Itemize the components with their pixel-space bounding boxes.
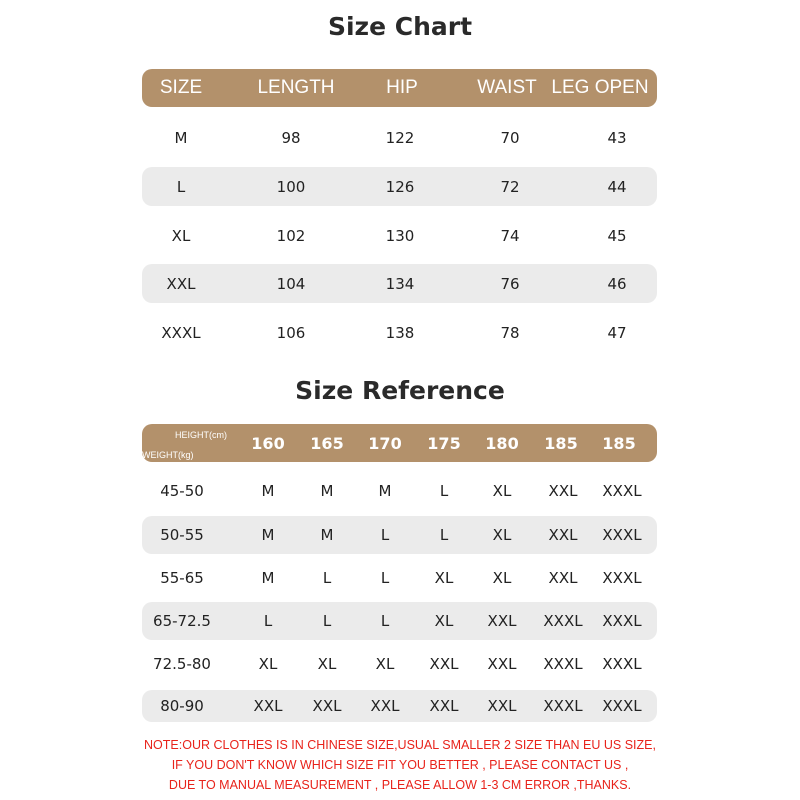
cell-size: M xyxy=(261,569,275,587)
cell-weight: 45-50 xyxy=(160,482,204,500)
cell-size: M xyxy=(320,482,334,500)
cell-size: XXL xyxy=(487,655,517,673)
col-hip: HIP xyxy=(386,77,418,98)
cell-waist: 74 xyxy=(500,226,520,245)
table-row xyxy=(142,559,657,597)
size-reference-title: Size Reference xyxy=(295,376,505,405)
cell-waist: 70 xyxy=(500,128,520,147)
cell-size: M xyxy=(320,526,334,544)
cell-size: L xyxy=(380,526,390,544)
cell-hip: 122 xyxy=(385,128,415,147)
cell-length: 104 xyxy=(276,274,306,293)
cell-hip: 138 xyxy=(385,323,415,342)
weight-label: WEIGHT(kg) xyxy=(142,450,194,460)
cell-size: XXXL xyxy=(602,697,642,715)
cell-size: XXXL xyxy=(161,323,201,342)
cell-size: XL xyxy=(434,612,454,630)
cell-hip: 134 xyxy=(385,274,415,293)
cell-size: XL xyxy=(434,569,454,587)
col-height-165: 165 xyxy=(310,433,344,453)
table-row xyxy=(142,313,657,352)
cell-size: L xyxy=(322,569,332,587)
cell-hip: 126 xyxy=(385,177,415,196)
cell-size: XXL xyxy=(548,569,578,587)
cell-size: XL xyxy=(317,655,337,673)
cell-size: XXXL xyxy=(543,697,583,715)
cell-size: XXXL xyxy=(602,482,642,500)
note-line: DUE TO MANUAL MEASUREMENT , PLEASE ALLOW 1-3 CM ERROR ,THANKS. xyxy=(168,778,632,792)
size-reference-header xyxy=(142,424,657,462)
table-row xyxy=(142,472,657,510)
cell-size: XXL xyxy=(166,274,196,293)
cell-leg-open: 43 xyxy=(607,128,627,147)
cell-size: XXL xyxy=(487,612,517,630)
table-row xyxy=(142,216,657,255)
cell-size: XXL xyxy=(487,697,517,715)
table-row xyxy=(142,118,657,157)
cell-size: XL xyxy=(258,655,278,673)
table-row xyxy=(142,602,657,640)
cell-size: M xyxy=(261,526,275,544)
table-row xyxy=(142,167,657,206)
cell-leg-open: 44 xyxy=(607,177,627,196)
cell-size: XXL xyxy=(548,482,578,500)
cell-length: 100 xyxy=(276,177,306,196)
table-row xyxy=(142,690,657,722)
cell-weight: 50-55 xyxy=(160,526,204,544)
cell-size: L xyxy=(380,612,390,630)
cell-size: L xyxy=(263,612,273,630)
cell-size: XL xyxy=(492,526,512,544)
size-chart-header xyxy=(142,69,657,107)
height-label: HEIGHT(cm) xyxy=(175,430,227,440)
cell-size: XL xyxy=(375,655,395,673)
cell-leg-open: 47 xyxy=(607,323,627,342)
cell-waist: 78 xyxy=(500,323,520,342)
cell-size: XL xyxy=(492,569,512,587)
cell-length: 102 xyxy=(276,226,306,245)
note-line: IF YOU DON'T KNOW WHICH SIZE FIT YOU BETTER , PLEASE CONTACT US , xyxy=(171,758,629,772)
cell-size: XXXL xyxy=(543,612,583,630)
cell-weight: 65-72.5 xyxy=(153,612,211,630)
cell-size: L xyxy=(439,526,449,544)
cell-waist: 72 xyxy=(500,177,520,196)
cell-weight: 55-65 xyxy=(160,569,204,587)
col-height-185-b: 185 xyxy=(602,433,636,453)
cell-hip: 130 xyxy=(385,226,415,245)
cell-size: M xyxy=(378,482,392,500)
cell-length: 98 xyxy=(281,128,301,147)
cell-size: L xyxy=(176,177,186,196)
cell-size: XXL xyxy=(429,697,459,715)
table-row xyxy=(142,264,657,303)
cell-leg-open: 45 xyxy=(607,226,627,245)
col-height-180: 180 xyxy=(485,433,519,453)
col-size: SIZE xyxy=(159,77,203,98)
cell-size: XXL xyxy=(312,697,342,715)
note-line: NOTE:OUR CLOTHES IS IN CHINESE SIZE,USUAL SMALLER 2 SIZE THAN EU US SIZE, xyxy=(144,738,656,752)
col-waist: WAIST xyxy=(477,77,537,98)
size-chart-title: Size Chart xyxy=(327,12,473,41)
cell-size: L xyxy=(322,612,332,630)
table-row xyxy=(142,645,657,683)
cell-size: XXXL xyxy=(602,526,642,544)
cell-size: L xyxy=(380,569,390,587)
col-leg-open: LEG OPEN xyxy=(551,77,649,98)
col-length: LENGTH xyxy=(257,77,335,98)
sizing-note xyxy=(0,735,800,795)
cell-size: XXXL xyxy=(602,612,642,630)
col-height-175: 175 xyxy=(427,433,461,453)
cell-size: XXL xyxy=(429,655,459,673)
col-height-185: 185 xyxy=(544,433,578,453)
cell-length: 106 xyxy=(276,323,306,342)
cell-size: XL xyxy=(492,482,512,500)
table-row xyxy=(142,516,657,554)
cell-size: L xyxy=(439,482,449,500)
cell-weight: 72.5-80 xyxy=(153,655,211,673)
cell-size: XL xyxy=(171,226,191,245)
cell-leg-open: 46 xyxy=(607,274,627,293)
cell-size: XXL xyxy=(548,526,578,544)
cell-waist: 76 xyxy=(500,274,520,293)
cell-size: M xyxy=(174,128,188,147)
col-height-160: 160 xyxy=(251,433,285,453)
col-height-170: 170 xyxy=(368,433,402,453)
cell-size: M xyxy=(261,482,275,500)
cell-weight: 80-90 xyxy=(160,697,204,715)
cell-size: XXL xyxy=(253,697,283,715)
cell-size: XXL xyxy=(370,697,400,715)
cell-size: XXXL xyxy=(602,569,642,587)
cell-size: XXXL xyxy=(543,655,583,673)
cell-size: XXXL xyxy=(602,655,642,673)
